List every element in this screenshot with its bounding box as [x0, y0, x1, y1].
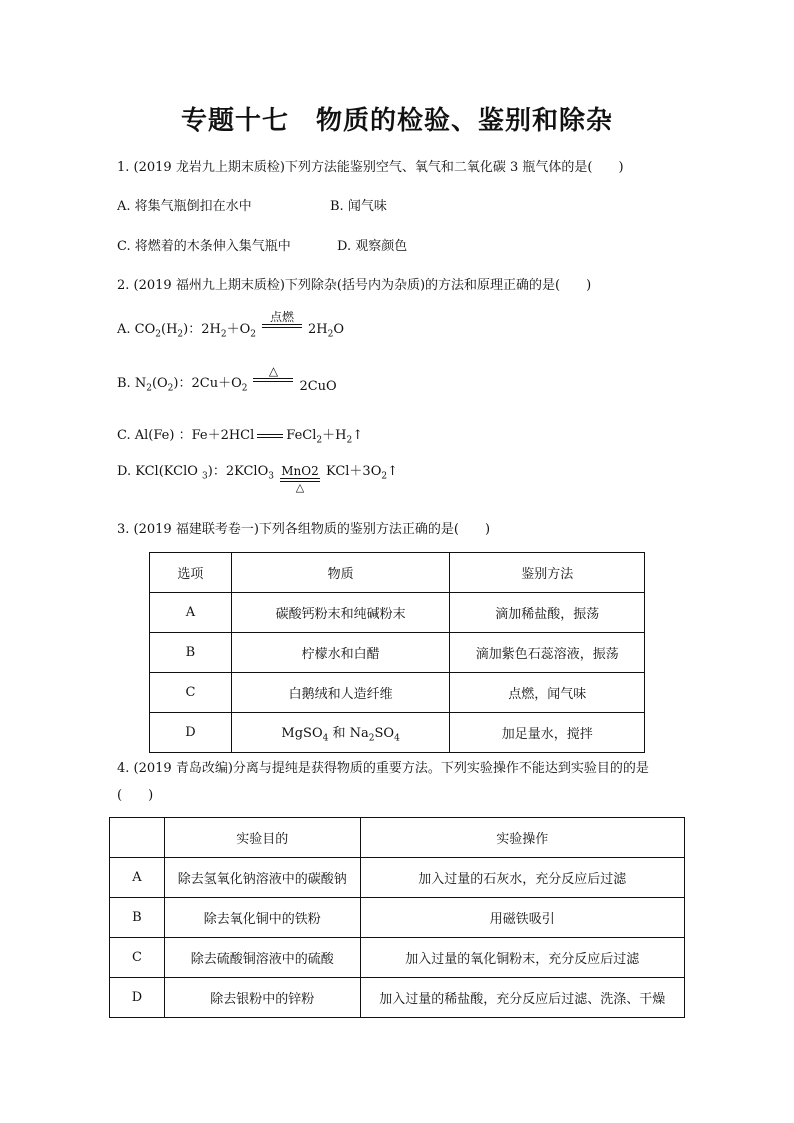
column-header: 实验操作: [360, 818, 684, 858]
q3-header-row: [150, 553, 645, 593]
q1-stem: 1. (2019 龙岩九上期末质检)下列方法能鉴别空气、氧气和二氧化碳 3 瓶气体的是( ): [117, 160, 624, 175]
table-cell: 加入过量的稀盐酸，充分反应后过滤、洗涤、干燥: [360, 978, 684, 1018]
q2-c-reactants: C. Al(Fe) ：Fe＋2HCl: [117, 428, 255, 443]
table-row: [150, 633, 645, 673]
q3-stem: 3. (2019 福建联考卷一)下列各组物质的鉴别方法正确的是( ): [117, 522, 491, 537]
page-title: 专题十七 物质的检验、鉴别和除杂: [180, 106, 613, 136]
q2-c-products: $FeCl_2+H_2↑$: [286, 428, 364, 446]
q2-option-d: [117, 460, 398, 494]
q2-d-catalyst: MnO2: [281, 463, 319, 478]
q2-d-products: $KCl+3O_2↑$: [325, 464, 399, 482]
q2-d-heat: △: [295, 480, 305, 494]
column-header: 物质: [231, 553, 450, 593]
q2-b-condition: △: [268, 364, 279, 378]
q1-option-b: B. 闻气味: [330, 199, 387, 214]
q2-d-reactants: D. KCl(KClO $_3$)：2KClO$_3$: [117, 464, 274, 482]
table-cell: 点燃，闻气味: [450, 673, 645, 713]
table-cell: D: [110, 978, 165, 1018]
table-cell: A: [150, 593, 232, 633]
table-row: [110, 898, 685, 938]
q2-option-b: [117, 364, 337, 394]
reaction-arrow: [262, 310, 302, 340]
table-row: [150, 673, 645, 713]
q2-option-a: [117, 310, 344, 340]
q2-a-condition: 点燃: [269, 310, 294, 324]
reaction-arrow: [253, 364, 293, 394]
q2-b-reactants: B. $N_2(O_2)$：$2Cu+O_2$: [117, 376, 248, 394]
table-cell: B: [110, 898, 165, 938]
column-header: 选项: [150, 553, 232, 593]
q1-option-c: C. 将燃着的木条伸入集气瓶中: [117, 239, 291, 254]
table-cell: 除去银粉中的锌粉: [164, 978, 360, 1018]
table-cell: A: [110, 858, 165, 898]
table-cell: 除去硫酸铜溶液中的硫酸: [164, 938, 360, 978]
table-cell: 滴加紫色石蕊溶液，振荡: [450, 633, 645, 673]
table-cell: C: [150, 673, 232, 713]
q4-header-row: [110, 818, 685, 858]
q4-answer-blank: ( ): [117, 788, 154, 803]
table-cell: 柠檬水和白醋: [231, 633, 450, 673]
q3-table: [149, 552, 645, 753]
table-cell: 加入过量的石灰水，充分反应后过滤: [360, 858, 684, 898]
table-row: [110, 938, 685, 978]
q4-stem: 4. (2019 青岛改编)分离与提纯是获得物质的重要方法。下列实验操作不能达到实验目的的是: [117, 761, 649, 776]
table-cell: 滴加稀盐酸，振荡: [450, 593, 645, 633]
q4-table: [109, 817, 685, 1018]
q2-a-products: $2H_2O$: [307, 322, 344, 340]
table-cell: C: [110, 938, 165, 978]
q2-a-reactants: A. $CO_2(H_2)$：$2H_2+O_2$: [117, 322, 256, 340]
q2-option-c: [117, 424, 363, 446]
table-cell: 除去氧化铜中的铁粉: [164, 898, 360, 938]
table-cell: 加入过量的氧化铜粉末，充分反应后过滤: [360, 938, 684, 978]
table-cell: 用磁铁吸引: [360, 898, 684, 938]
table-cell: D: [150, 713, 232, 753]
table-cell: B: [150, 633, 232, 673]
table-cell: 碳酸钙粉末和纯碱粉末: [231, 593, 450, 633]
q1-option-a: A. 将集气瓶倒扣在水中: [117, 199, 252, 214]
table-cell: 加足量水，搅拌: [450, 713, 645, 753]
equals-sign: [257, 434, 283, 438]
column-header: [110, 818, 165, 858]
table-cell: 除去氢氧化钠溶液中的碳酸钠: [164, 858, 360, 898]
reaction-arrow: [280, 464, 320, 494]
q2-b-products: 2CuO: [299, 379, 337, 394]
q2-stem: 2. (2019 福州九上期末质检)下列除杂(括号内为杂质)的方法和原理正确的是( ): [117, 278, 592, 293]
table-row: [150, 713, 645, 753]
table-row: [150, 593, 645, 633]
table-row: [110, 858, 685, 898]
table-cell: MgSO$_4$ 和 $Na_2SO_4$: [231, 713, 450, 753]
column-header: 鉴别方法: [450, 553, 645, 593]
q1-option-d: D. 观察颜色: [337, 239, 408, 254]
table-row: [110, 978, 685, 1018]
table-cell: 白鹅绒和人造纤维: [231, 673, 450, 713]
column-header: 实验目的: [164, 818, 360, 858]
